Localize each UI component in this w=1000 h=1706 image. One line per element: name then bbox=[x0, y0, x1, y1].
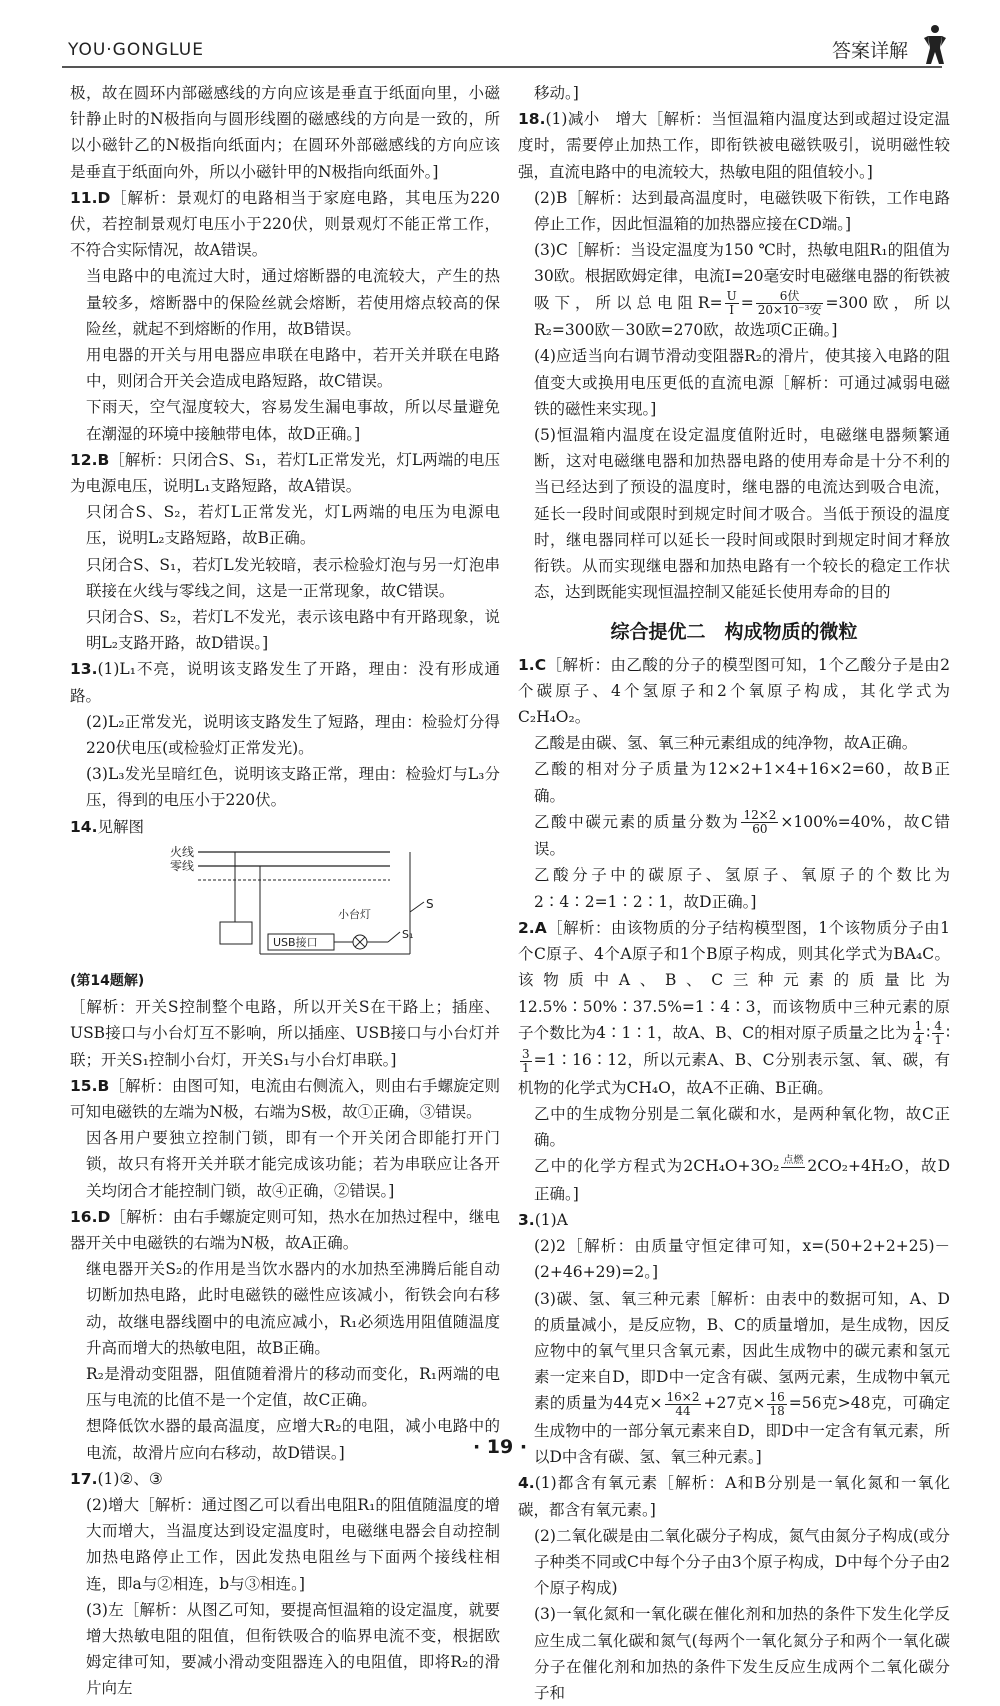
answer-letter: D bbox=[97, 188, 111, 207]
fraction-denominator: 44 bbox=[675, 1403, 691, 1418]
question-13 bbox=[70, 656, 500, 708]
fraction-numerator: 16 bbox=[769, 1389, 785, 1404]
fraction bbox=[932, 1020, 944, 1047]
question-3 bbox=[518, 1207, 950, 1233]
question-number: 18. bbox=[518, 110, 546, 129]
fraction-denominator: 18 bbox=[769, 1403, 785, 1418]
neutral-wire-label: 零线 bbox=[170, 858, 195, 873]
q10-continuation: 极，故在圆环内部磁感线的方向应该是垂直于纸面向里，小磁针静止时的N极指向与圆形线圈的磁感线的方向是一致的，所以小磁针乙的N极指向纸面内；在圆环外部磁感线的方向应该是垂直于纸面向外，所以小磁针甲的N极指向纸面外。] bbox=[70, 84, 500, 181]
question-17 bbox=[70, 1466, 500, 1492]
explanation-text: ［解析：由右手螺旋定则可知，热水在加热过程中，继电器开关中电磁铁的右端为N极，故A正确。 bbox=[70, 1207, 500, 1252]
answer-letter: C bbox=[534, 655, 547, 674]
fraction bbox=[520, 1048, 532, 1075]
explanation-text: 只闭合S、S₁，若灯L发光较暗，表示检验灯泡与另一灯泡串联接在火线与零线之间，这是一正常现象，故C错误。 bbox=[86, 555, 500, 600]
question-4 bbox=[518, 1470, 950, 1522]
header-divider bbox=[62, 66, 942, 68]
answer-text: (3)碳、氢、氧三种元素［解析：由表中的数据可知，A、D的质量减小，是反应物，B、C的质量增加，是生成物，因反应物中的氧气里只含氧元素，因此生成物中的碳元素和氢元素一定来自D，即D中一定含有碳、氢两元素，生成物中氧元素的质量为44克× bbox=[534, 1289, 950, 1413]
socket-icon bbox=[220, 922, 252, 944]
usb-label: USB接口 bbox=[273, 935, 318, 949]
fraction-numerator: 12×2 bbox=[743, 808, 777, 823]
explanation-text: =1∶16∶12，所以元素A、B、C分别表示氢、氧、碳，有机物的化学式为CH₄O，故A不正确、B正确。 bbox=[518, 1051, 950, 1097]
fraction-denominator: I bbox=[729, 303, 735, 318]
left-column bbox=[70, 80, 500, 1702]
switch-s1-label: S₁ bbox=[402, 927, 414, 941]
question-number: 12. bbox=[70, 450, 98, 469]
question-15 bbox=[70, 1073, 500, 1125]
question-number: 11. bbox=[70, 188, 98, 207]
fraction-denominator: 20×10⁻³安 bbox=[757, 303, 822, 318]
brand-text: YOU·GONGLUE bbox=[68, 40, 204, 60]
explanation-text: 当电路中的电流过大时，通过熔断器的电流较大，产生的热量较多，熔断器中的保险丝就会熔断，若使用熔点较高的保险丝，就起不到熔断的作用，故B错误。 bbox=[86, 267, 500, 338]
explanation-text: 下雨天，空气湿度较大，容易发生漏电事故，所以尽量避免在潮湿的环境中接触带电体，故D正确。] bbox=[86, 398, 500, 443]
answer-part: (1)都含有氧元素［解析：A和B分别是一氧化氮和一氧化碳，都含有氧元素。] bbox=[518, 1474, 950, 1519]
answer-part: (3)左［解析：从图乙可知，要提高恒温箱的设定温度，就要增大热敏电阻的阻值，但衔铁吸合的临界电流不变，根据欧姆定律可知，要减小滑动变阻器连入的电阻值，即将R₂的滑片向左 bbox=[86, 1600, 500, 1698]
ratio-colon: ∶ bbox=[945, 1023, 950, 1042]
answer-part: (2)2［解析：由质量守恒定律可知，x=(50+2+2+25)－(2+46+29)=2。] bbox=[534, 1237, 950, 1282]
answer-part: (3)一氧化氮和一氧化碳在催化剂和加热的条件下发生化学反应生成二氧化碳和氮气(每两个一氧化氮分子和两个一氧化碳分子在催化剂和加热的条件下发生反应生成两个二氧化碳分子和 bbox=[534, 1605, 950, 1702]
answer-text: 乙酸中碳元素的质量分数为 bbox=[534, 812, 740, 831]
fraction-numerator: 3 bbox=[522, 1046, 530, 1061]
live-wire-label: 火线 bbox=[170, 844, 195, 859]
question-12 bbox=[70, 447, 500, 499]
answer-part: (2)二氧化碳是由二氧化碳分子构成，氮气由氮分子构成(或分子种类不同或C中每个分子由3个原子构成，D中每个分子由2个原子构成) bbox=[534, 1526, 951, 1598]
answer-letter: A bbox=[534, 918, 547, 937]
answer-part bbox=[518, 237, 950, 343]
runner-figure-icon bbox=[920, 24, 950, 66]
fraction bbox=[725, 290, 739, 317]
question-number: 15. bbox=[70, 1076, 98, 1095]
explanation-text: 只闭合S、S₂，若灯L正常发光，灯L两端的电压为电源电压，说明L₂支路短路，故B正确。 bbox=[86, 503, 500, 548]
equation-text: 乙中的化学方程式为2CH₄O+3O₂ bbox=[534, 1157, 780, 1176]
question-number: 4. bbox=[518, 1474, 535, 1493]
right-column bbox=[518, 80, 966, 1706]
q17-continuation: 移动。] bbox=[534, 84, 579, 102]
section-title: 综合提优二 构成物质的微粒 bbox=[610, 621, 858, 644]
switch-s1-icon bbox=[388, 932, 400, 942]
explanation-text bbox=[518, 809, 950, 863]
question-18 bbox=[518, 106, 950, 185]
page-number: · 19 · bbox=[472, 1436, 528, 1458]
answer-part: (5)恒温箱内温度在设定温度值附近时，电磁继电器频繁通断，这对电磁继电器和加热器电路的使用寿命是十分不利的 当已经达到了预设的温度时，继电器的电流达到吸合电流，延长一段时间或限时到规定时间才吸合。当低于预设的温度时，继电器同样可以延长一段时间或限时到规定时间才释放衔铁。从而实现继电器和加热电路有一个较长的稳定工作状态，达到既能实现恒温控制又能延长使用寿命的目的 bbox=[534, 425, 966, 602]
fraction-denominator: 60 bbox=[752, 822, 768, 837]
question-number: 14. bbox=[70, 817, 98, 836]
lamp-label: 小台灯 bbox=[338, 907, 371, 921]
page-header bbox=[0, 0, 1000, 64]
fraction bbox=[913, 1020, 925, 1047]
answer-part: (2)L₂正常发光，说明该支路发生了短路，理由：检验灯分得220伏电压(或检验灯正常发光)。 bbox=[86, 712, 500, 758]
answer-letter: D bbox=[97, 1207, 111, 1226]
question-number: 13. bbox=[70, 660, 98, 679]
answer-part: (3)L₃发光呈暗红色，说明该支路正常，理由：检验灯与L₃分压，得到的电压小于220伏。 bbox=[86, 765, 500, 810]
question-number: 16. bbox=[70, 1207, 98, 1226]
answer-text: +27克× bbox=[703, 1394, 766, 1413]
fraction bbox=[665, 1391, 702, 1418]
fraction-numerator: 1 bbox=[914, 1019, 923, 1034]
answer-text: =56克>48克，可确定生成物中的一部分氧元素来自D，即D中一定含有氧元素，所以D中含有碳、氢、氧三种元素。] bbox=[534, 1394, 950, 1467]
explanation-text bbox=[518, 1153, 950, 1207]
answer-text: =300欧，所以R₂=300欧－30欧=270欧，故选项C正确。] bbox=[534, 293, 950, 340]
figure-caption: (第14题解) bbox=[70, 972, 145, 989]
explanation-text: 乙酸分子中的碳原子、氢原子、氧原子的个数比为2∶4∶2=1∶2∶1，故D正确。] bbox=[534, 866, 950, 911]
explanation-text: 乙酸是由碳、氢、氧三种元素组成的纯净物，故A正确。 bbox=[534, 734, 918, 753]
equals-sign: = bbox=[740, 293, 754, 312]
fraction-numerator: 16×2 bbox=[666, 1389, 700, 1404]
circuit-diagram bbox=[70, 842, 500, 966]
fraction-denominator: 1 bbox=[522, 1060, 530, 1075]
answer-letter: B bbox=[97, 1076, 110, 1095]
explanation-text: 乙酸的相对分子质量为12×2+1×4+16×2=60，故B正确。 bbox=[534, 760, 950, 805]
answer-part: (4)应适当向右调节滑动变阻器R₂的滑片，使其接入电路的阻值变大或换用电压更低的直流电源［解析：可通过减弱电磁铁的磁性来实现。] bbox=[534, 347, 950, 418]
explanation-text: 因各用户要独立控制门锁，即有一个开关闭合即能打开门锁，故只有将开关并联才能完成该功能；若为串联应让各开关均闭合才能控制门锁，故④正确，②错误。] bbox=[86, 1129, 500, 1200]
explanation-text: R₂是滑动变阻器，阻值随着滑片的移动而变化，R₁两端的电压与电流的比值不是一个定值，故C正确。 bbox=[86, 1364, 500, 1410]
explanation-text: ［解析：由乙酸的分子的模型图可知，1个乙酸分子是由2个碳原子、4个氢原子和2个氧原子构成，其化学式为C₂H₄O₂。 bbox=[518, 655, 950, 726]
question-11 bbox=[70, 185, 500, 264]
question-number: 3. bbox=[518, 1211, 535, 1230]
header-title: 答案详解 bbox=[831, 40, 908, 62]
explanation-text: 用电器的开关与用电器应串联在电路中，若开关并联在电路中，则闭合开关会造成电路短路，故C错误。 bbox=[86, 346, 500, 391]
explanation-text: 想降低饮水器的最高温度，应增大R₂的电阻，减小电路中的电流，故滑片应向右移动，故D错误。] bbox=[86, 1417, 500, 1462]
ratio-colon: ∶ bbox=[926, 1023, 931, 1042]
reaction-condition bbox=[781, 1154, 805, 1181]
fraction-numerator: 4 bbox=[934, 1019, 942, 1034]
question-1 bbox=[518, 652, 950, 731]
answer-text: 见解图 bbox=[97, 817, 144, 836]
fraction-numerator: U bbox=[726, 289, 737, 304]
explanation-text: ［解析：由该物质的分子结构模型图，1个该物质分子由1个C原子、4个A原子和1个B原子构成，则其化学式为BA₄C。该物质中A、B、C三种元素的质量比为12.5%∶50%∶37.5%=1∶4∶3，而该物质中三种元素的原子个数比为4∶1∶1，故A、B、C的相对原子质量之比为 bbox=[518, 918, 950, 1042]
answer-part: (2)B［解析：达到最高温度时，电磁铁吸下衔铁，工作电路停止工作，因此恒温箱的加热器应接在CD端。] bbox=[534, 188, 950, 234]
answer-text: ×100%=40%，故C错误。 bbox=[534, 812, 950, 859]
condition-label: 点燃 bbox=[783, 1154, 804, 1166]
question-2 bbox=[518, 915, 950, 1101]
answer-part: (1)②、③ bbox=[97, 1469, 163, 1488]
fraction-numerator: 6伏 bbox=[756, 290, 824, 304]
explanation-text: ［解析：开关S控制整个电路，所以开关S在干路上；插座、USB接口与小台灯互不影响，所以插座、USB接口与小台灯并联；开关S₁控制小台灯，开关S₁与小台灯串联。] bbox=[70, 998, 500, 1069]
explanation-text: ［解析：由图可知，电流由右侧流入，则由右手螺旋定则可知电磁铁的左端为N极，右端为S极，故①正确，③错误。 bbox=[70, 1076, 500, 1121]
fraction bbox=[767, 1391, 786, 1418]
question-number: 17. bbox=[70, 1469, 98, 1488]
question-16 bbox=[70, 1204, 500, 1256]
answer-text: (3)C［解析：当设定温度为150 ℃时，热敏电阻R₁的阻值为30欧。根据欧姆定律，电流I=20毫安时电磁继电器的衔铁被吸下，所以总电阻R= bbox=[534, 241, 950, 312]
arrow-line bbox=[781, 1168, 805, 1181]
explanation-text: ［解析：只闭合S、S₁，若灯L正常发光，灯L两端的电压为电源电压，说明L₁支路短路，故A错误。 bbox=[70, 450, 500, 496]
explanation-text: ［解析：景观灯的电路相当于家庭电路，其电压为220伏，若控制景观灯电压小于220伏，则景观灯不能正常工作，不符合实际情况，故A错误。 bbox=[70, 188, 500, 260]
explanation-text: 乙中的生成物分别是二氧化碳和水，是两种氧化物，故C正确。 bbox=[534, 1104, 950, 1150]
equation-text: 2CO₂+4H₂O，故D正确。] bbox=[534, 1157, 951, 1203]
fraction-denominator: 1 bbox=[934, 1033, 942, 1048]
question-14 bbox=[70, 814, 500, 840]
answer-part: (1)A bbox=[534, 1211, 568, 1230]
question-number: 1. bbox=[518, 655, 535, 674]
fraction bbox=[756, 290, 824, 317]
question-number: 2. bbox=[518, 918, 535, 937]
fraction-denominator: 4 bbox=[914, 1033, 923, 1048]
answer-part: (1)减小 增大［解析：当恒温箱内温度达到或超过设定温度时，需要停止加热工作，即衔铁被电磁铁吸引，说明磁性较强，直流电路中的电流较大，热敏电阻的阻值较小。] bbox=[518, 110, 950, 181]
switch-s-icon bbox=[410, 902, 424, 912]
explanation-text: 只闭合S、S₂，若灯L不发光，表示该电路中有开路现象，说明L₂支路开路，故D错误。] bbox=[86, 608, 500, 653]
answer-part: (2)增大［解析：通过图乙可以看出电阻R₁的阻值随温度的增大而增大，当温度达到设定温度时，电磁继电器会自动控制加热电路停止工作，因此发热电阻丝与下面两个接线柱相连，即a与②相连，b与③相连。] bbox=[86, 1495, 500, 1593]
fraction bbox=[741, 809, 778, 836]
answer-letter: B bbox=[97, 450, 110, 469]
answer-part: (1)L₁不亮，说明该支路发生了开路，理由：没有形成通路。 bbox=[70, 660, 500, 705]
switch-s-label: S bbox=[426, 896, 434, 911]
circuit-figure bbox=[70, 842, 500, 966]
explanation-text: 继电器开关S₂的作用是当饮水器内的水加热至沸腾后能自动切断加热电路，此时电磁铁的磁性应该减小，衔铁会向右移动，故继电器线圈中的电流应减小，R₁必须选用阻值随温度升高而增大的热敏电阻，故B正确。 bbox=[86, 1260, 500, 1357]
